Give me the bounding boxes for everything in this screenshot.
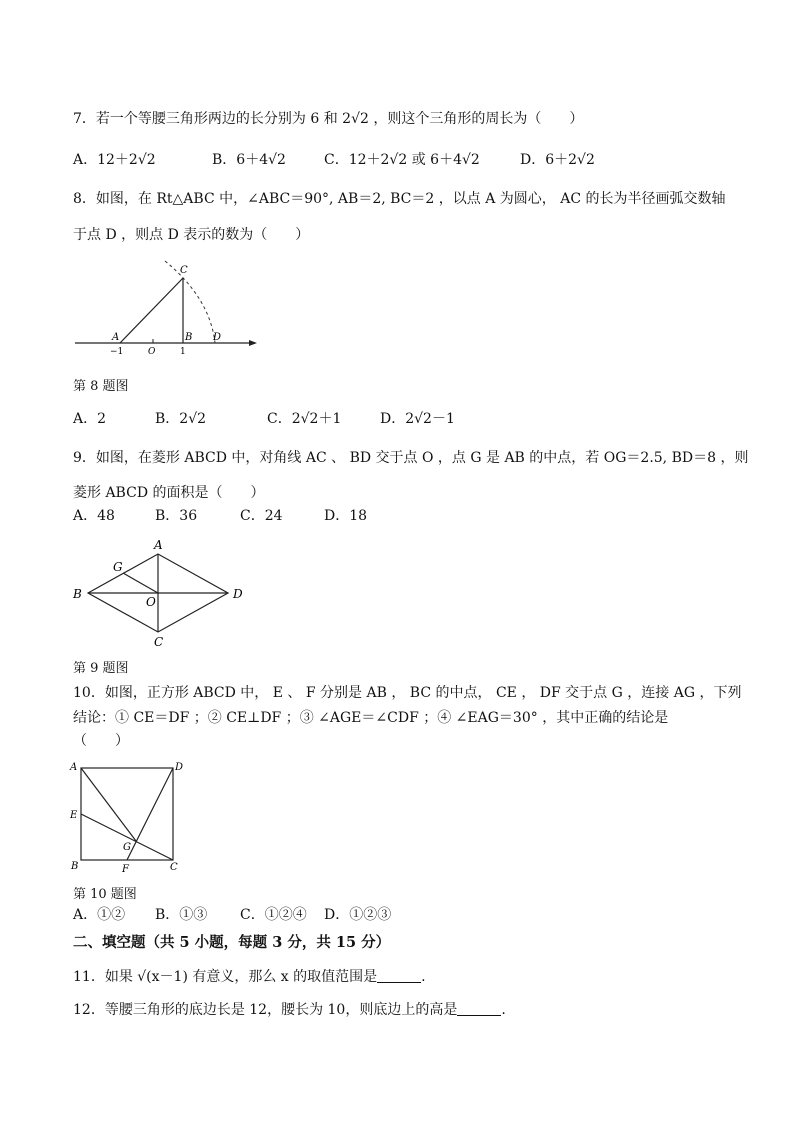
label-o: O: [146, 595, 156, 609]
q10-caption: 第 10 题图: [73, 887, 137, 902]
q8-option-b: B．2√2: [155, 411, 207, 427]
label-b: B: [73, 587, 82, 601]
q12-period: .: [501, 1002, 506, 1018]
label-g: G: [123, 842, 131, 853]
tick-label-o: O: [148, 347, 156, 357]
segment-og: [123, 573, 158, 593]
q11-period: .: [421, 969, 426, 985]
label-d: D: [213, 332, 222, 343]
q8-stem-line2: 于点 D ，则点 D 表示的数为（ ）: [73, 227, 310, 243]
q9-option-b: B．36: [155, 508, 198, 524]
label-c: C: [154, 635, 164, 649]
q10-option-a: A．①②: [73, 907, 126, 923]
q10-figure: [68, 758, 188, 876]
label-b: B: [71, 861, 79, 872]
q10-option-b: B．①③: [155, 907, 208, 923]
q8-option-d: D．2√2－1: [380, 411, 455, 427]
label-a: A: [154, 538, 163, 552]
q8-stem-line1: 8．如图，在 Rt△ABC 中，∠ABC＝90°, AB＝2, BC＝2 ，以点 A 为圆心， AC 的长为半径画弧交数轴: [73, 191, 726, 207]
section-title: 二、填空题（共 5 小题，每题 3 分，共 15 分）: [73, 934, 391, 951]
q8-option-a: A．2: [73, 411, 107, 427]
q9-option-c: C．24: [240, 508, 283, 524]
q9-caption: 第 9 题图: [73, 661, 129, 676]
q8-figure: [70, 258, 265, 358]
segment-ag: [81, 768, 136, 841]
q12-line: [73, 1000, 506, 1020]
q9-stem-line2: 菱形 ABCD 的面积是（ ）: [73, 485, 265, 501]
q7-option-b: B．6＋4√2: [212, 152, 286, 168]
q7-option-d: D．6＋2√2: [520, 152, 595, 168]
arc: [165, 261, 215, 343]
q11-line: [73, 967, 426, 987]
q10-stem-line3: （ ）: [73, 733, 129, 749]
label-f: F: [122, 864, 129, 875]
q10-stem-line1: 10．如图，正方形 ABCD 中， E 、 F 分别是 AB ， BC 的中点， CE ， DF 交于点 G ，连接 AG ，下列: [73, 685, 742, 701]
label-b: B: [185, 332, 193, 343]
label-e: E: [70, 810, 78, 821]
q9-figure: [68, 536, 258, 652]
q12-answer-blank[interactable]: [457, 1001, 501, 1016]
q11-answer-blank[interactable]: [377, 968, 421, 983]
q7-stem: 7．若一个等腰三角形两边的长分别为 6 和 2√2 ，则这个三角形的周长为（ ）: [73, 111, 584, 127]
tick-label-1: 1: [180, 347, 186, 357]
q9-stem-line1: 9．如图，在菱形 ABCD 中，对角线 AC 、 BD 交于点 O ，点 G 是 AB 的中点，若 OG＝2.5, BD＝8 ，则: [73, 450, 749, 466]
q12-text: 12．等腰三角形的底边长是 12，腰长为 10，则底边上的高是: [73, 1002, 458, 1018]
label-d: D: [233, 587, 243, 601]
label-g: G: [113, 560, 123, 574]
q10-option-d: D．①②③: [324, 907, 392, 923]
q7-option-c: C．12＋2√2 或 6＋4√2: [324, 152, 480, 168]
segment-ce: [81, 814, 173, 860]
q9-option-a: A．48: [73, 508, 115, 524]
label-c: C: [180, 265, 188, 276]
q10-stem-line2: 结论：① CE＝DF ；② CE⊥DF ；③ ∠AGE＝∠CDF ；④ ∠EAG＝30° ，其中正确的结论是: [73, 710, 669, 726]
label-a: A: [112, 332, 120, 343]
q8-caption: 第 8 题图: [73, 379, 129, 394]
label-d: D: [175, 762, 184, 773]
segment-ac: [120, 278, 183, 343]
q11-text: 11．如果 √(x－1) 有意义，那么 x 的取值范围是: [73, 969, 378, 985]
label-c: C: [170, 862, 178, 873]
segment-df: [127, 768, 173, 860]
q8-option-c: C．2√2＋1: [267, 411, 342, 427]
q10-option-c: C．①②④: [240, 907, 307, 923]
tick-label-neg1: −1: [110, 347, 124, 357]
q9-option-d: D．18: [324, 508, 368, 524]
q7-option-a: A．12＋2√2: [73, 152, 156, 168]
axis-arrow-icon: [249, 340, 257, 346]
label-a: A: [70, 762, 78, 773]
